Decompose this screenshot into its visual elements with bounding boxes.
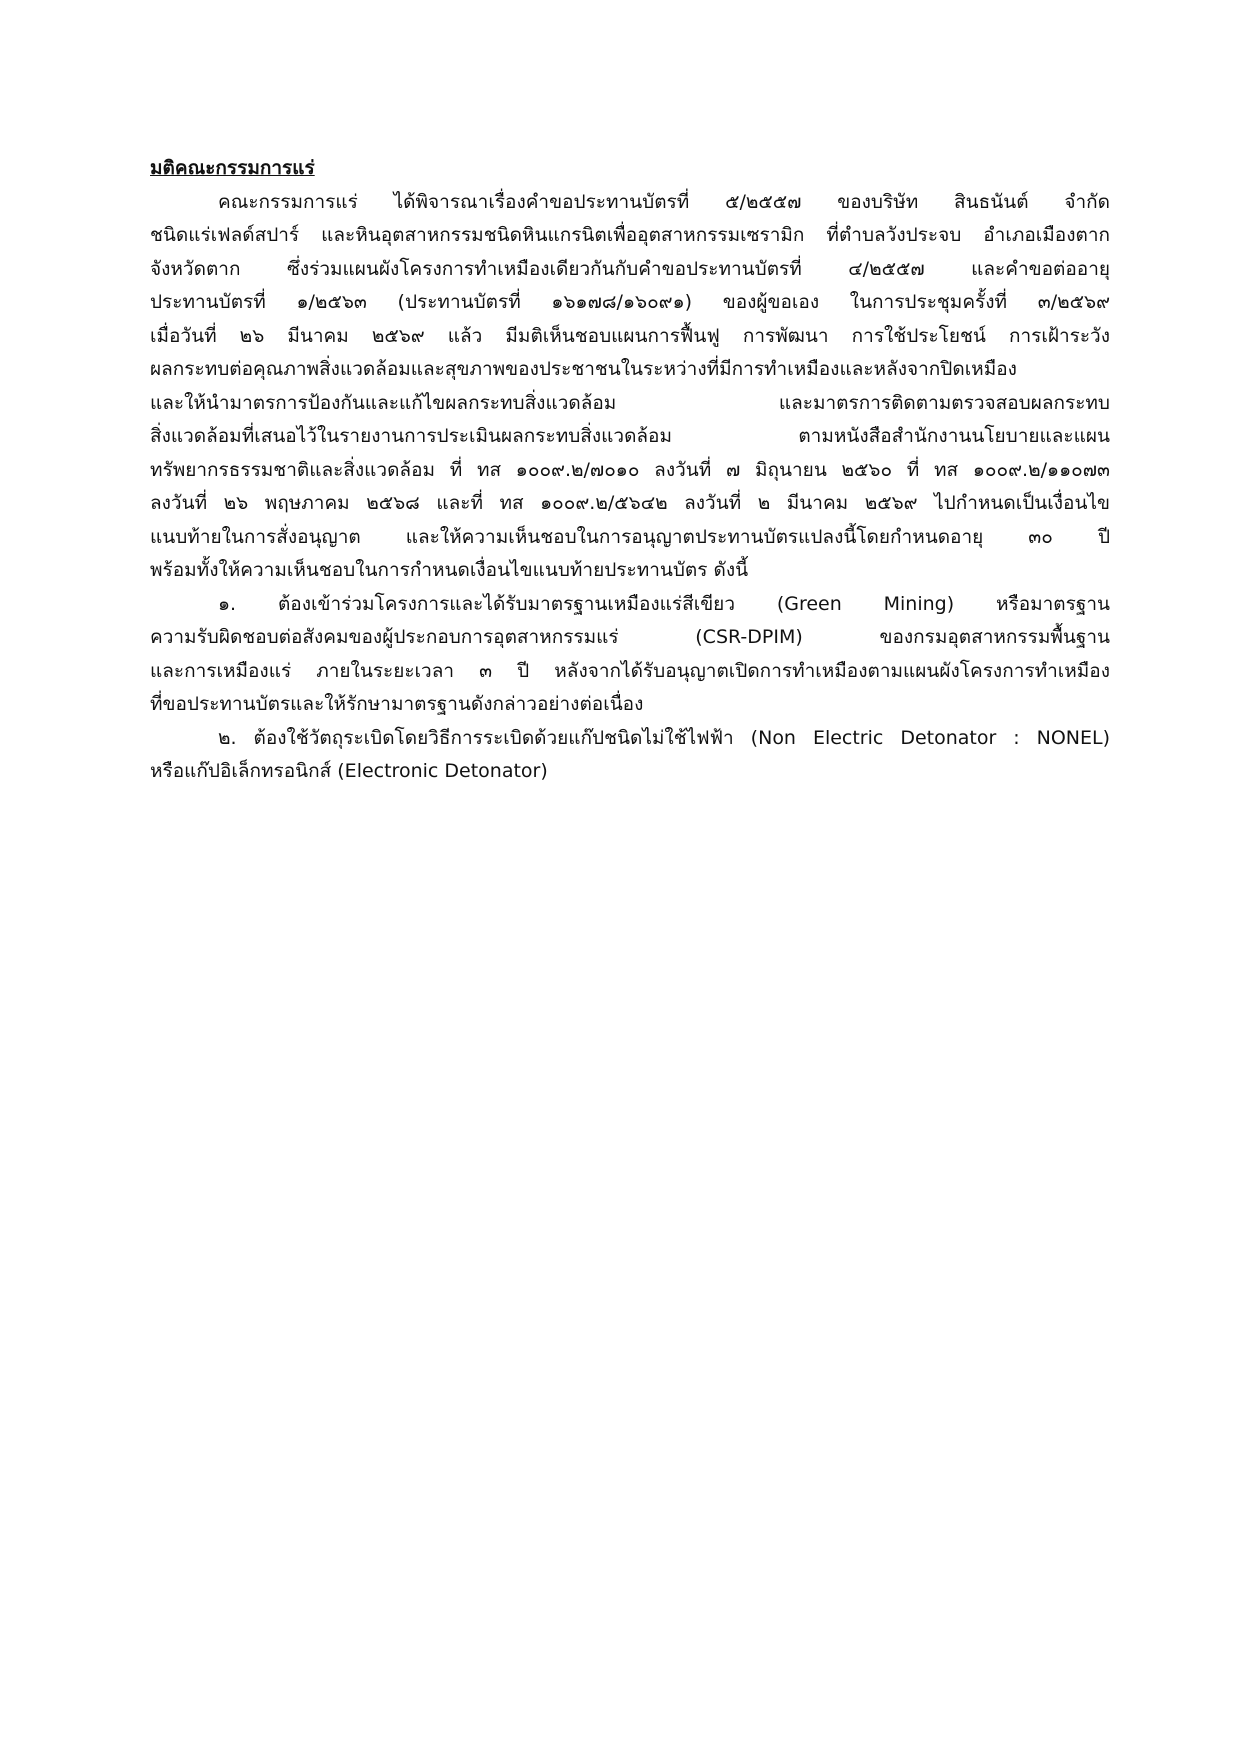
condition-line: ๑. ต้องเข้าร่วมโครงการและได้รับมาตรฐานเหมืองแร่สีเขียว (Green Mining) หรือมาตรฐาน bbox=[218, 592, 1110, 615]
condition-line: หรือแก๊ปอิเล็กทรอนิกส์ (Electronic Detonator) bbox=[150, 760, 548, 782]
condition-item-1 bbox=[150, 588, 1110, 722]
condition-item-2 bbox=[150, 722, 1110, 789]
paragraph-line: สิ่งแวดล้อมที่เสนอไว้ในรายงานการประเมินผลกระทบสิ่งแวดล้อม ตามหนังสือสำนักงานนโยบายและแผน bbox=[150, 425, 1110, 447]
document-heading: มติคณะกรรมการแร่ bbox=[150, 157, 315, 179]
paragraph-line: ชนิดแร่เฟลด์สปาร์ และหินอุตสาหกรรมชนิดหินแกรนิตเพื่ออุตสาหกรรมเซรามิก ที่ตำบลวังประจบ อำเภอเมืองตาก bbox=[150, 224, 1110, 246]
paragraph-line: ผลกระทบต่อคุณภาพสิ่งแวดล้อมและสุขภาพของประชาชนในระหว่างที่มีการทำเหมืองและหลังจากปิดเหมือง bbox=[150, 358, 1017, 380]
paragraph-line: จังหวัดตาก ซึ่งร่วมแผนผังโครงการทำเหมืองเดียวกันกับคำขอประทานบัตรที่ ๔/๒๕๕๗ และคำขอต่ออายุ bbox=[150, 257, 1110, 280]
paragraph-line: คณะกรรมการแร่ ได้พิจารณาเรื่องคำขอประทานบัตรที่ ๕/๒๕๕๗ ของบริษัท สินธนันต์ จำกัด bbox=[218, 190, 1110, 213]
resolution-paragraph bbox=[150, 186, 1110, 588]
condition-line: และการเหมืองแร่ ภายในระยะเวลา ๓ ปี หลังจากได้รับอนุญาตเปิดการทำเหมืองตามแผนผังโครงการทำเหมือง bbox=[150, 659, 1110, 682]
paragraph-line: ลงวันที่ ๒๖ พฤษภาคม ๒๕๖๘ และที่ ทส ๑๐๐๙.๒/๕๖๔๒ ลงวันที่ ๒ มีนาคม ๒๕๖๙ ไปกำหนดเป็นเงื่อนไข bbox=[150, 492, 1110, 514]
paragraph-line: ประทานบัตรที่ ๑/๒๕๖๓ (ประทานบัตรที่ ๑๖๑๗๘/๑๖๐๙๑) ของผู้ขอเอง ในการประชุมครั้งที่ ๓/๒๕๖๙ bbox=[150, 291, 1110, 313]
paragraph-line: พร้อมทั้งให้ความเห็นชอบในการกำหนดเงื่อนไขแนบท้ายประทานบัตร ดังนี้ bbox=[150, 559, 749, 581]
paragraph-line: เมื่อวันที่ ๒๖ มีนาคม ๒๕๖๙ แล้ว มีมติเห็นชอบแผนการฟื้นฟู การพัฒนา การใช้ประโยชน์ การเฝ้าระวัง bbox=[150, 324, 1110, 347]
condition-line: ที่ขอประทานบัตรและให้รักษามาตรฐานดังกล่าวอย่างต่อเนื่อง bbox=[150, 693, 644, 715]
paragraph-line: ทรัพยากรธรรมชาติและสิ่งแวดล้อม ที่ ทส ๑๐๐๙.๒/๗๐๑๐ ลงวันที่ ๗ มิถุนายน ๒๕๖๐ ที่ ทส ๑๐๐๙.๒/๑๑๐๗๓ bbox=[150, 458, 1110, 481]
condition-line: ๒. ต้องใช้วัตถุระเบิดโดยวิธีการระเบิดด้วยแก๊ปชนิดไม่ใช้ไฟฟ้า (Non Electric Detonator : NONEL) bbox=[218, 726, 1110, 749]
paragraph-line: และให้นำมาตรการป้องกันและแก้ไขผลกระทบสิ่งแวดล้อม และมาตรการติดตามตรวจสอบผลกระทบ bbox=[150, 391, 1110, 414]
paragraph-line: แนบท้ายในการสั่งอนุญาต และให้ความเห็นชอบในการอนุญาตประทานบัตรแปลงนี้โดยกำหนดอายุ ๓๐ ปี bbox=[150, 525, 1110, 548]
document-body bbox=[150, 152, 1110, 789]
condition-line: ความรับผิดชอบต่อสังคมของผู้ประกอบการอุตสาหกรรมแร่ (CSR-DPIM) ของกรมอุตสาหกรรมพื้นฐาน bbox=[150, 626, 1110, 648]
